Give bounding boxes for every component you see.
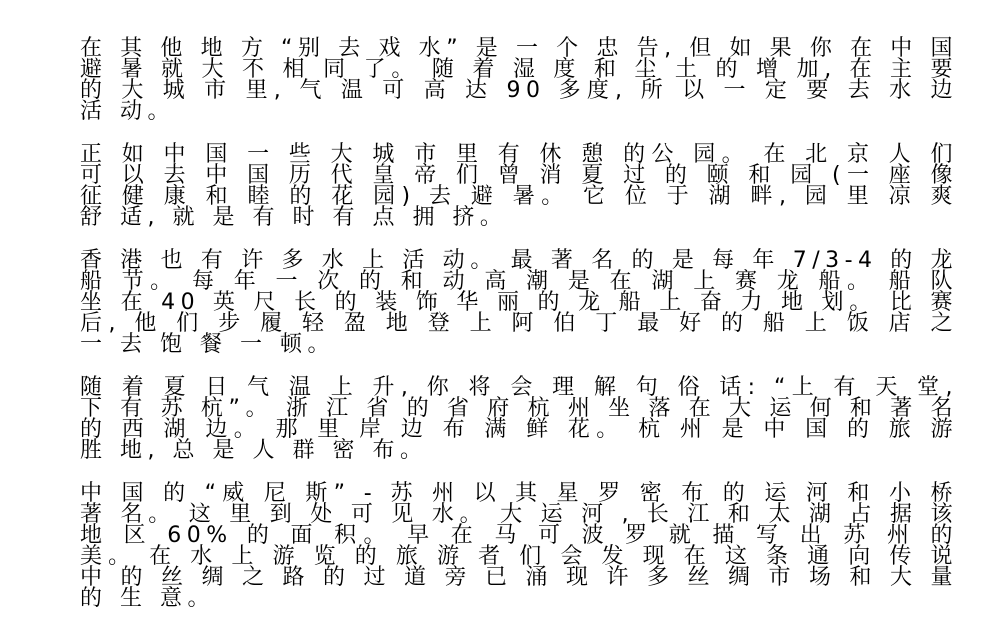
paragraph-beijing-parks: 正 如 中 国 一 些 大 城 市 里 有 休 憩 的公 园。 在 北 京 人 们 可 以 去 中 国 历 代 皇 帝 们 曾 消 夏 过 的 颐 和 园 (一 座 像 征 健 康 和 睦 的 花 园) 去 避 暑。 它 位 于 湖 畔, 园 里 凉 爽 舒 适, 就 是 有 时 有 点 拥 挤。	[80, 142, 958, 230]
document-body	[80, 38, 958, 631]
paragraph-hongkong-dragon-boat: 香 港 也 有 许 多 水 上 活 动。 最 著 名 的 是 每 年 7/3-4 的 龙 船 节。 每 年 一 次 的 和 动 高 潮 是 在 湖 上 赛 龙 船。 船 队 坐 在 40 英 尺 长 的 装 饰 华 丽 的 龙 船 上 奋 力 地 划。 比 赛 后, 他 们 步 履 轻 盈 地 登 上 阿 伯 丁 最 好 的 船 上 饭 店 之 一 去 饱 餐 一 顿。	[80, 248, 958, 357]
paragraph-suzhou: 中 国 的 “威 尼 斯” - 苏 州 以 其 星 罗 密 布 的 运 河 和 小 桥 著 名。 这 里 到 处 可 见 水。 大 运 河 , 长 江 和 太 湖 占 据 该 地 区 60% 的 面 积。 早 在 马 可 波 罗 就 描 写 出 苏 州 的 美。 在 水 上 游 览 的 旅 游 者 们 会 发 现 在 这 条 通 向 传 说 中 的 丝 绸 之 路 的 过 道 旁 已 涌 现 许 多 丝 绸 市 场 和 大 量 的 生 意。	[80, 481, 958, 611]
paragraph-hangzhou: 随 着 夏 日 气 温 上 升, 你 将 会 理 解 句 俗 话: “上 有 天 堂, 下 有 苏 杭”。 浙 江 省 的 省 府 杭 州 坐 落 在 大 运 何 和 著 名 的 西 湖 边。 那 里 岸 边 布 满 鲜 花。 杭 州 是 中 国 的 旅 游 胜 地, 总 是 人 群 密 布。	[80, 375, 958, 463]
paragraph-summer-water: 在 其 他 地 方 “别 去 戏 水” 是 一 个 忠 告, 但 如 果 你 在 中 国 避 暑 就 大 不 相 同 了。 随 着 湿 度 和 尘 土 的 增 加, 在 主 要 的 大 城 市 里, 气 温 可 高 达 90 多度, 所 以 一 定 要 去 水 边 活 动。	[80, 36, 958, 124]
